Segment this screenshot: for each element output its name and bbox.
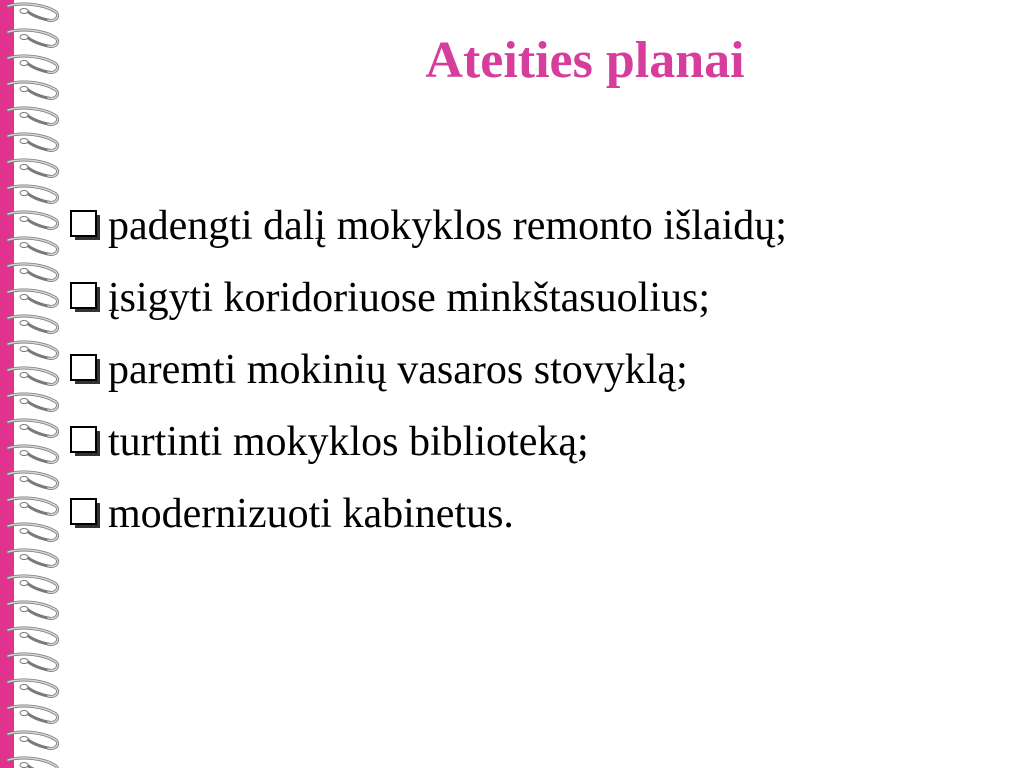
bullet-text: įsigyti koridoriuose minkštasuolius; xyxy=(108,275,711,321)
bullet-text: padengti dalį mokyklos remonto išlaidų; xyxy=(108,203,787,249)
bullet-list xyxy=(66,190,787,550)
checkbox-square-icon xyxy=(66,350,106,390)
checkbox-square-icon xyxy=(66,206,106,246)
bullet-item xyxy=(66,334,787,406)
bullet-item xyxy=(66,406,787,478)
bullet-text: paremti mokinių vasaros stovyklą; xyxy=(108,347,688,393)
bullet-item xyxy=(66,190,787,262)
checkbox-square-icon xyxy=(66,278,106,318)
bullet-text: turtinti mokyklos biblioteką; xyxy=(108,419,589,465)
bullet-item xyxy=(66,262,787,334)
bullet-item xyxy=(66,478,787,550)
slide-title: Ateities planai xyxy=(425,32,745,89)
checkbox-square-icon xyxy=(66,494,106,534)
decorative-spiral-border xyxy=(0,0,66,768)
checkbox-square-icon xyxy=(66,422,106,462)
bullet-text: modernizuoti kabinetus. xyxy=(108,491,514,537)
